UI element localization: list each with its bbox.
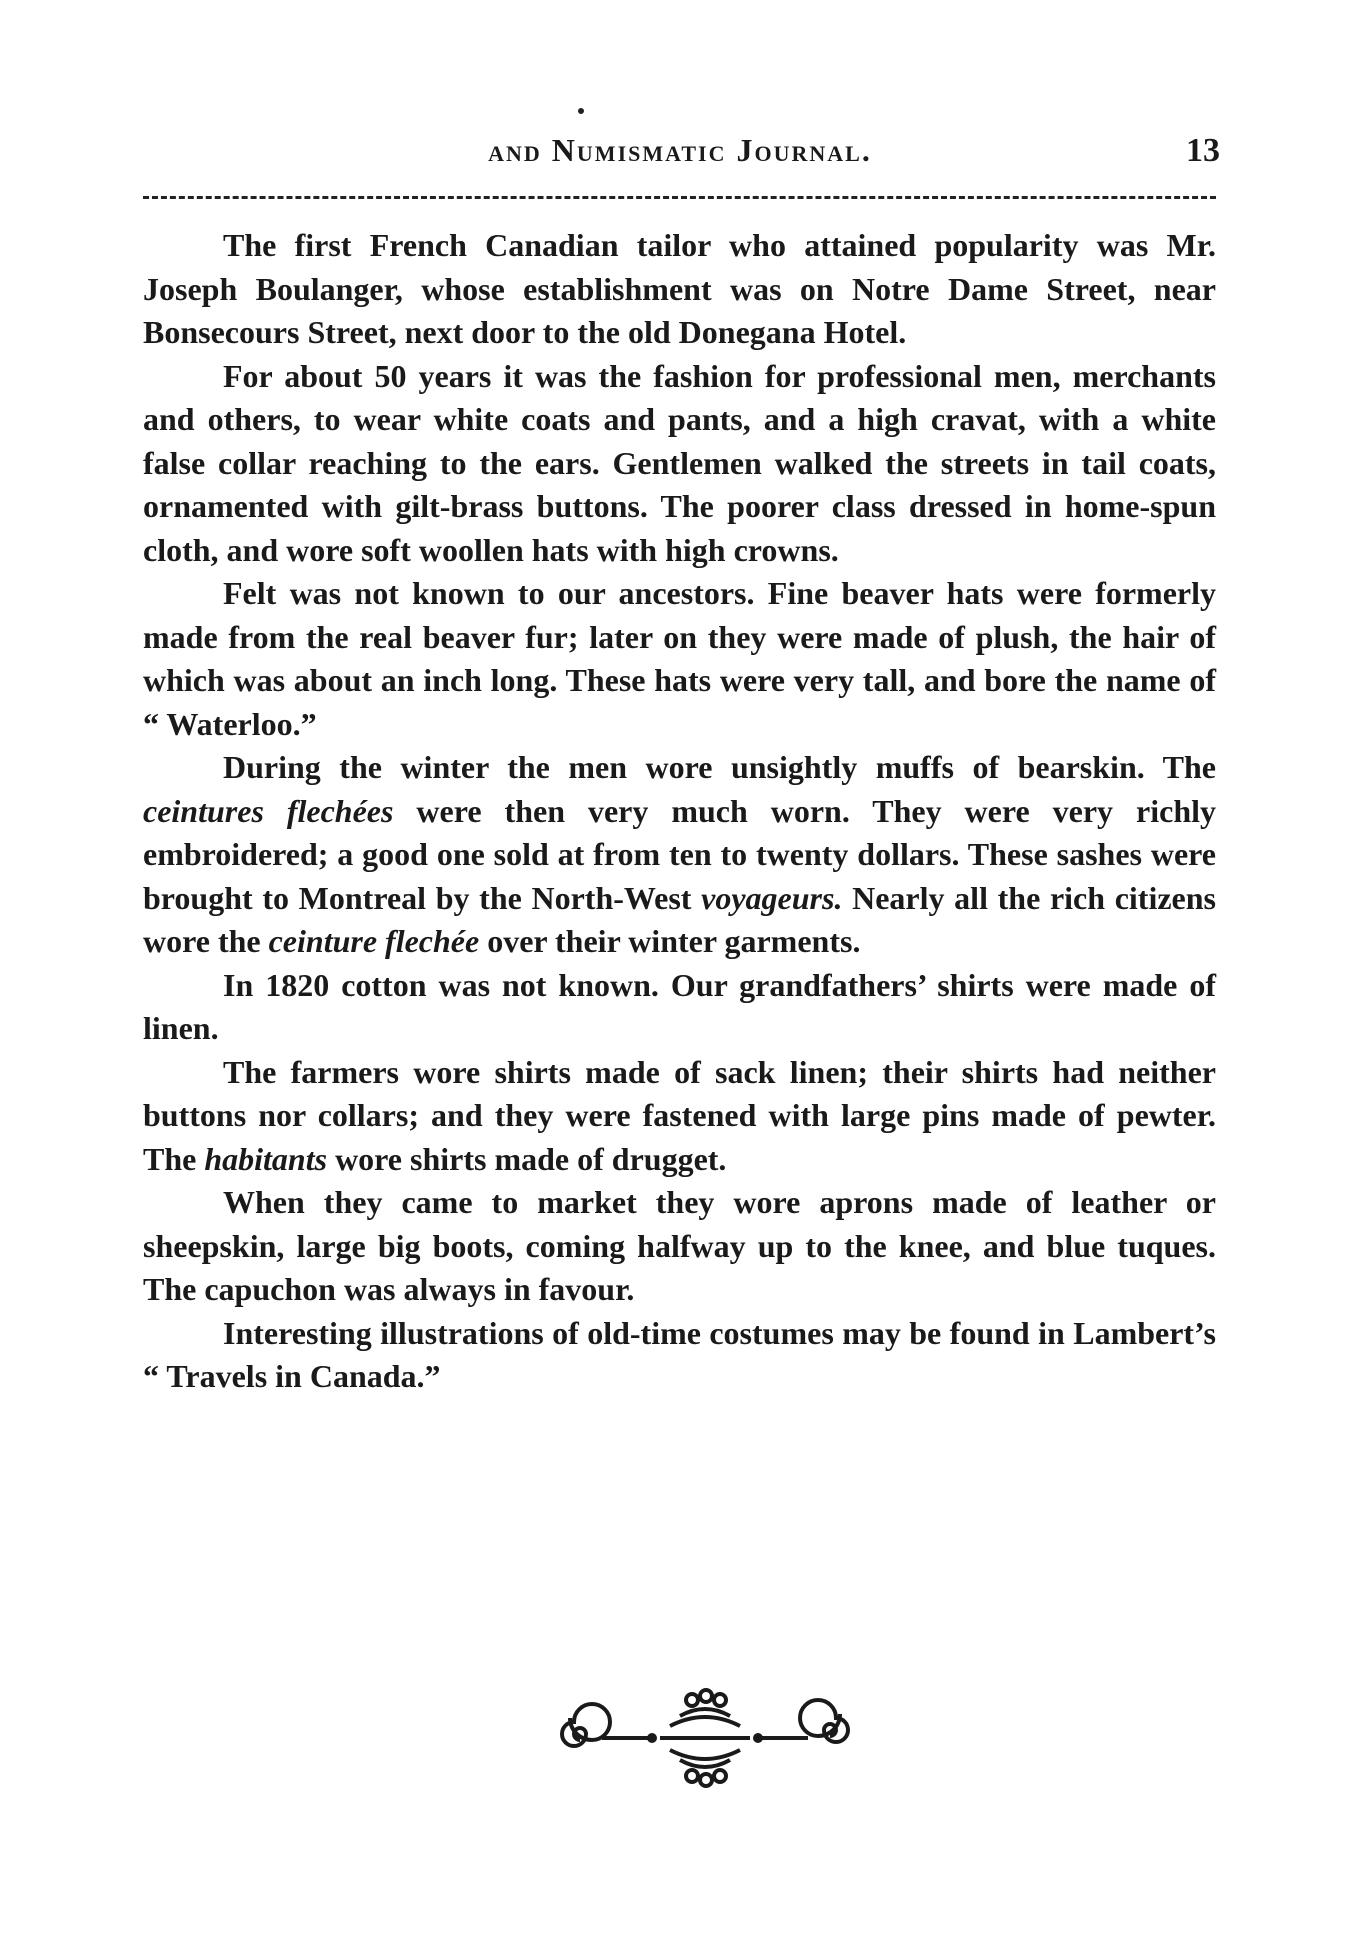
text-run: were then very much worn. They were very richly embroidered; a good one sold at from ten to twenty dollars. These sashes were brought to Montreal by the North-West bbox=[143, 792, 1217, 916]
paragraph-shirts bbox=[143, 1051, 1216, 1182]
body-text bbox=[143, 224, 1216, 1399]
text-run: During the winter the men wore unsightly muffs of bearskin. The bbox=[223, 749, 1216, 785]
paragraph-fashion: For about 50 years it was the fashion for professional men, merchants and others, to wear white coats and pants, and a high cravat, with a white false collar reaching to the ears. Gentlemen walked the streets in tail coats, ornamented with gilt-brass buttons. The poorer class dressed in home-spun cloth, and wore soft woollen hats with high crowns. bbox=[143, 357, 1216, 568]
text-run: The farmers wore shirts made of sack linen; their shirts had neither buttons nor collars; and they were fastened with large pins made of pewter. The bbox=[143, 1053, 1216, 1177]
paragraph-illustrations: Interesting illustrations of old-time costumes may be found in Lambert’s “ Travels in Canada.” bbox=[143, 1314, 1216, 1394]
italic-term: ceintures flechées bbox=[143, 792, 394, 829]
page-dot-mark bbox=[578, 108, 584, 114]
paragraph-market: When they came to market they wore aprons made of leather or sheepskin, large big boots, coming halfway up to the knee, and blue tuques. The capuchon was always in favour. bbox=[143, 1184, 1216, 1307]
page-number: 13 bbox=[1186, 132, 1220, 169]
italic-term: ceinture flechée bbox=[268, 923, 480, 959]
paragraph-cotton: In 1820 cotton was not known. Our grandfathers’ shirts were made of linen. bbox=[143, 966, 1216, 1046]
paragraph-tailor: The first French Canadian tailor who attained popularity was Mr. Joseph Boulanger, whose establishment was on Notre Dame Street, near Bonsecours Street, next door to the old Donegana Hotel. bbox=[143, 227, 1216, 350]
italic-term: voyageurs. bbox=[701, 879, 843, 916]
running-title: and Numismatic Journal. bbox=[488, 132, 872, 168]
text-run: wore shirts made of drugget. bbox=[327, 1140, 727, 1177]
paragraph-hats: Felt was not known to our ancestors. Fine beaver hats were formerly made from the real beaver fur; later on they were made of plush, the hair of which was about an inch long. These hats were very tall, and bore the name of “ Waterloo.” bbox=[143, 575, 1216, 742]
text-run: Nearly all the rich citizens wore the bbox=[143, 879, 1217, 959]
running-header bbox=[140, 132, 1220, 172]
italic-term: habitants bbox=[204, 1140, 328, 1177]
paragraph-winter bbox=[143, 746, 1216, 964]
text-run: over their winter garments. bbox=[479, 923, 861, 959]
scroll-flourish-icon bbox=[540, 1680, 870, 1790]
header-rule bbox=[143, 196, 1216, 199]
